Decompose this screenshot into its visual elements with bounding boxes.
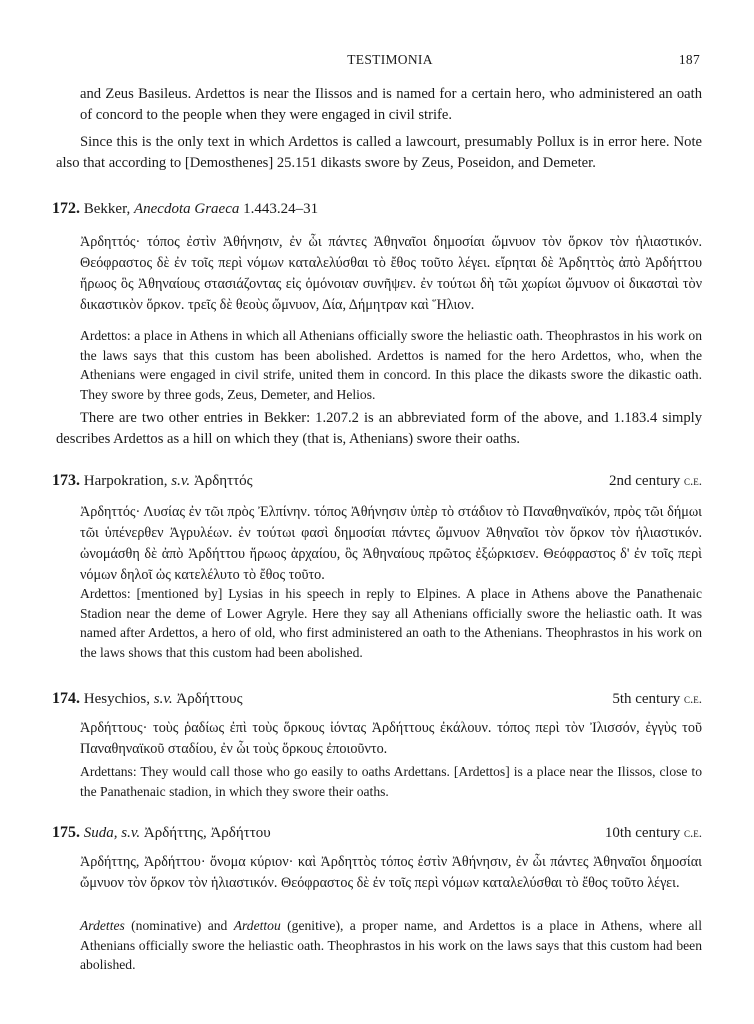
date-value: 2nd century xyxy=(609,473,681,489)
greek-text-175 xyxy=(80,852,702,894)
date-era: c.e. xyxy=(683,691,702,706)
date-era: c.e. xyxy=(683,473,702,488)
source-reference: Ἀρδηττός xyxy=(193,473,253,489)
english-translation: Ardettos: a place in Athens in which all Athenians officially swore the heliastic oath. Theophrastos in his work on the laws says that this custom has been abolished. Ardettos is named for the hero Ardettos, who, when the Athenians were engaged in civil strife, united them in concord. In this place the dikasts swore the dikastic oath. They swore by three gods, Zeus, Demeter, and Helios. xyxy=(80,328,702,402)
translation-174 xyxy=(80,762,702,801)
greek-text-172 xyxy=(80,232,702,316)
intro-text-2: Since this is the only text in which Ardettos is called a lawcourt, presumably Pollux is in error here. Note also that according to [Demosthenes] 25.151 dikasts swore by Zeus, Poseidon, and Demeter. xyxy=(56,134,702,171)
nominative-form: Ardettes xyxy=(80,918,125,933)
entry-number: 173. xyxy=(52,472,80,489)
translation-173 xyxy=(80,584,702,662)
source-reference: Ἀρδήττους xyxy=(176,691,243,707)
greek-text-174 xyxy=(80,718,702,760)
entry-date xyxy=(612,688,702,710)
page-number: 187 xyxy=(678,52,700,67)
source-reference: Ἀρδήττης, Ἀρδήττου xyxy=(143,825,271,841)
entry-heading-172 xyxy=(52,198,702,220)
date-value: 10th century xyxy=(604,825,681,841)
source-reference: 1.443.24–31 xyxy=(243,201,319,217)
translation-part: (genitive), a proper name, and Ardettos is a place in Athens, where all Athenians officially swore the heliastic oath. Theophrastos in his work on the laws says that this custom had been abolished. xyxy=(80,918,702,973)
translation-172 xyxy=(80,326,702,404)
source-author: Bekker, xyxy=(83,201,131,217)
source-title: s.v. xyxy=(153,691,173,707)
source-author: Harpokration, xyxy=(83,473,168,489)
entry-number: 172. xyxy=(52,200,80,217)
running-header xyxy=(80,52,700,70)
source-title: Anecdota Graeca xyxy=(133,201,240,217)
entry-number: 175. xyxy=(52,824,80,841)
translation-part: (nominative) and xyxy=(124,918,234,933)
greek-passage: Ἀρδηττός· τόπος ἐστὶν Ἀθήνησιν, ἐν ὧι πάντες Ἀθηναῖοι δημοσίαι ὤμνυον τὸν ὅρκον τὸν ἡλιαστικόν. Θεόφραστος δὲ ἐν τοῖς περὶ νόμων καταλελύσθαι τὸ ἔθος τοῦτο λέγει. εἴρηται δὲ Ἀρδηττὸς ἀπὸ Ἀρδήττου ἥρωος ὃς Ἀθηναίους στασιάζοντας εἰς ὁμόνοιαν συνῆψεν. ἐν τούτωι δὴ τῶι χωρίωι ὤμνυον οἱ δικασταὶ τὸν δικαστικὸν ὅρκον. τρεῖς δὲ θεοὺς ὤμνυον, Δία, Δήμητραν καὶ Ἥλιον. xyxy=(80,234,702,313)
greek-passage: Ἀρδήττης, Ἀρδήττου· ὄνομα κύριον· καὶ Ἀρδηττὸς τόπος ἐστὶν Ἀθήνησιν, ἐν ὧι πάντες Ἀθηναῖοι δημοσίαι ὤμνυον τὸν ὅρκον τὸν ἡλιαστικόν. Θεόφραστος δὲ ἐν τοῖς περὶ νόμων καταλελύσθαι τὸ ἔθος τοῦτο λέγει. xyxy=(80,854,702,891)
greek-passage: Ἀρδήττους· τοὺς ῥαδίως ἐπὶ τοὺς ὅρκους ἰόντας Ἀρδήττους ἐκάλουν. τόπος περὶ τὸν Ἰλισσόν, ἐγγὺς τοῦ Παναθηναϊκοῦ σταδίου, ἐν ὧι τοὺς ὅρκους ἐποιοῦντο. xyxy=(80,720,702,757)
entry-date xyxy=(605,822,702,844)
intro-paragraph-1 xyxy=(80,84,702,126)
date-era: c.e. xyxy=(683,825,702,840)
intro-text-1: and Zeus Basileus. Ardettos is near the Ilissos and is named for a certain hero, who administered an oath of concord to the people when they were engaged in civil strife. xyxy=(80,86,702,123)
english-translation: Ardettos: [mentioned by] Lysias in his speech in reply to Elpines. A place in Athens above the Panathenaic Stadion near the deme of Lower Agryle. Here they say all Athenians officially swore the heliastic oath. It was named after Ardettos, a hero of old, who first administered an oath to the Athenians. Theophrastos in his work on the laws shows that this custom had been abolished. xyxy=(80,586,702,660)
date-value: 5th century xyxy=(612,691,681,707)
greek-text-173 xyxy=(80,502,702,586)
english-translation: Ardettans: They would call those who go easily to oaths Ardettans. [Ardettos] is a place near the Ilissos, close to the Panathenaic stadion, in which they swore their oaths. xyxy=(80,764,702,799)
english-translation xyxy=(80,916,702,975)
source-title: s.v. xyxy=(121,825,141,841)
genitive-form: Ardettou xyxy=(233,918,281,933)
greek-passage: Ἀρδηττός· Λυσίας ἐν τῶι πρὸς Ἐλπίνην. τόπος Ἀθήνησιν ὑπὲρ τὸ στάδιον τὸ Παναθηναϊκόν, πρὸς τῶι δήμωι τῶι ὑπένερθεν Ἀγρυλέων. ἐν τούτωι φασὶ δημοσίαι πάντες ὤμνυον Ἀθηναῖοι τὸν ὅρκον τὸν ἡλιαστικόν. ὠνομάσθη δὲ ἀπὸ Ἀρδήττου ἥρωος ἀρχαίου, ὃς Ἀθηναίους πρῶτος ἐξώρκισεν. Θεόφραστος δ' ἐν τοῖς περὶ νόμων δηλοῖ ὡς κατελέλυτο τὸ ἔθος τοῦτο. xyxy=(80,504,702,583)
source-title: s.v. xyxy=(171,473,191,489)
commentary-text: There are two other entries in Bekker: 1.207.2 is an abbreviated form of the above, and 1.183.4 simply describes Ardettos as a hill on which they (that is, Athenians) swore their oaths. xyxy=(56,410,702,447)
entry-heading-174 xyxy=(52,688,702,710)
source-author: Suda, xyxy=(83,825,118,841)
entry-number: 174. xyxy=(52,690,80,707)
translation-175 xyxy=(80,916,702,975)
entry-heading-175 xyxy=(52,822,702,844)
source-author: Hesychios, xyxy=(83,691,150,707)
entry-date xyxy=(609,470,702,492)
entry-heading-173 xyxy=(52,470,702,492)
intro-paragraph-2 xyxy=(56,132,702,174)
commentary-172 xyxy=(56,408,702,450)
running-title: TESTIMONIA xyxy=(347,52,433,67)
